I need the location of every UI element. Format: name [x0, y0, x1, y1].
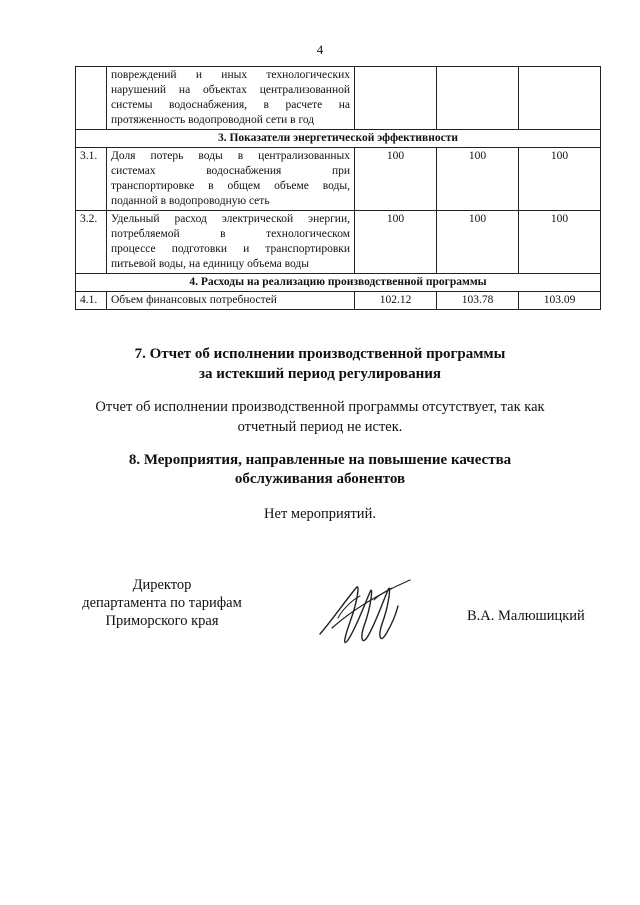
- section-8-text: Нет мероприятий.: [264, 506, 376, 522]
- value-cell: 100: [355, 148, 437, 211]
- row-description: Объем финансовых потребностей: [107, 292, 355, 310]
- section-4-title: 4. Расходы на реализацию производственной программы: [76, 274, 601, 292]
- value-cell: [437, 67, 519, 130]
- table-row-3-1: [76, 148, 601, 211]
- section-3-title: 3. Показатели энергетической эффективности: [76, 130, 601, 148]
- value-cell: 103.09: [519, 292, 601, 310]
- section-header-row: [76, 274, 601, 292]
- description-line: поданной в водопроводную сеть: [111, 195, 270, 207]
- value-cell: [519, 67, 601, 130]
- value-cell: 100: [355, 211, 437, 274]
- indicators-table: [75, 66, 601, 310]
- section-7-text-line-2: отчетный период не истек.: [237, 419, 403, 435]
- value-cell: 102.12: [355, 292, 437, 310]
- signatory-position: [62, 576, 262, 630]
- section-8-title-line-1: 8. Мероприятия, направленные на повышение качества: [128, 452, 512, 468]
- section-7-text-line-1: Отчет об исполнении производственной программы отсутствует, так как: [95, 399, 545, 415]
- signatory-name: В.А. Малюшицкий: [467, 608, 585, 624]
- description-line: потребляемой в технологическом: [111, 228, 350, 240]
- description-line: Удельный расход электрической энергии,: [111, 213, 350, 225]
- position-line: департамента по тарифам: [82, 595, 242, 611]
- row-number-cell: [76, 67, 107, 130]
- table-row-4-1: [76, 292, 601, 310]
- section-header-row: [76, 130, 601, 148]
- description-line: питьевой воды, на единицу объема воды: [111, 258, 309, 270]
- description-line: системах водоснабжения при: [111, 165, 350, 177]
- value-cell: 100: [437, 211, 519, 274]
- position-line: Приморского края: [105, 613, 219, 629]
- row-number: 3.2.: [76, 211, 107, 274]
- position-line: Директор: [132, 577, 192, 593]
- handwritten-signature: [312, 570, 422, 652]
- table-row-continued: [76, 67, 601, 130]
- value-cell: 100: [437, 148, 519, 211]
- page-number: 4: [316, 42, 324, 57]
- row-number: 3.1.: [76, 148, 107, 211]
- description-line: Доля потерь воды в централизованных: [111, 150, 350, 162]
- table-row-3-2: [76, 211, 601, 274]
- value-cell: 100: [519, 211, 601, 274]
- description-line: процессе подготовки и транспортировки: [111, 243, 350, 255]
- description-line: повреждений и иных технологических: [111, 69, 350, 81]
- value-cell: 100: [519, 148, 601, 211]
- row-description: [107, 211, 355, 274]
- value-cell: 103.78: [437, 292, 519, 310]
- description-line: транспортировке в общем объеме воды,: [111, 180, 350, 192]
- section-8-title-line-2: обслуживания абонентов: [234, 471, 406, 487]
- section-7-title-line-2: за истекший период регулирования: [198, 366, 442, 382]
- description-line: системы водоснабжения, в расчете на: [111, 99, 350, 111]
- description-line: протяженность водопроводной сети в год: [111, 114, 315, 126]
- description-line: нарушений на объектах централизованной: [111, 84, 350, 96]
- value-cell: [355, 67, 437, 130]
- row-description: [107, 148, 355, 211]
- row-description: [107, 67, 355, 130]
- row-number: 4.1.: [76, 292, 107, 310]
- section-7-title-line-1: 7. Отчет об исполнении производственной программы: [134, 346, 506, 362]
